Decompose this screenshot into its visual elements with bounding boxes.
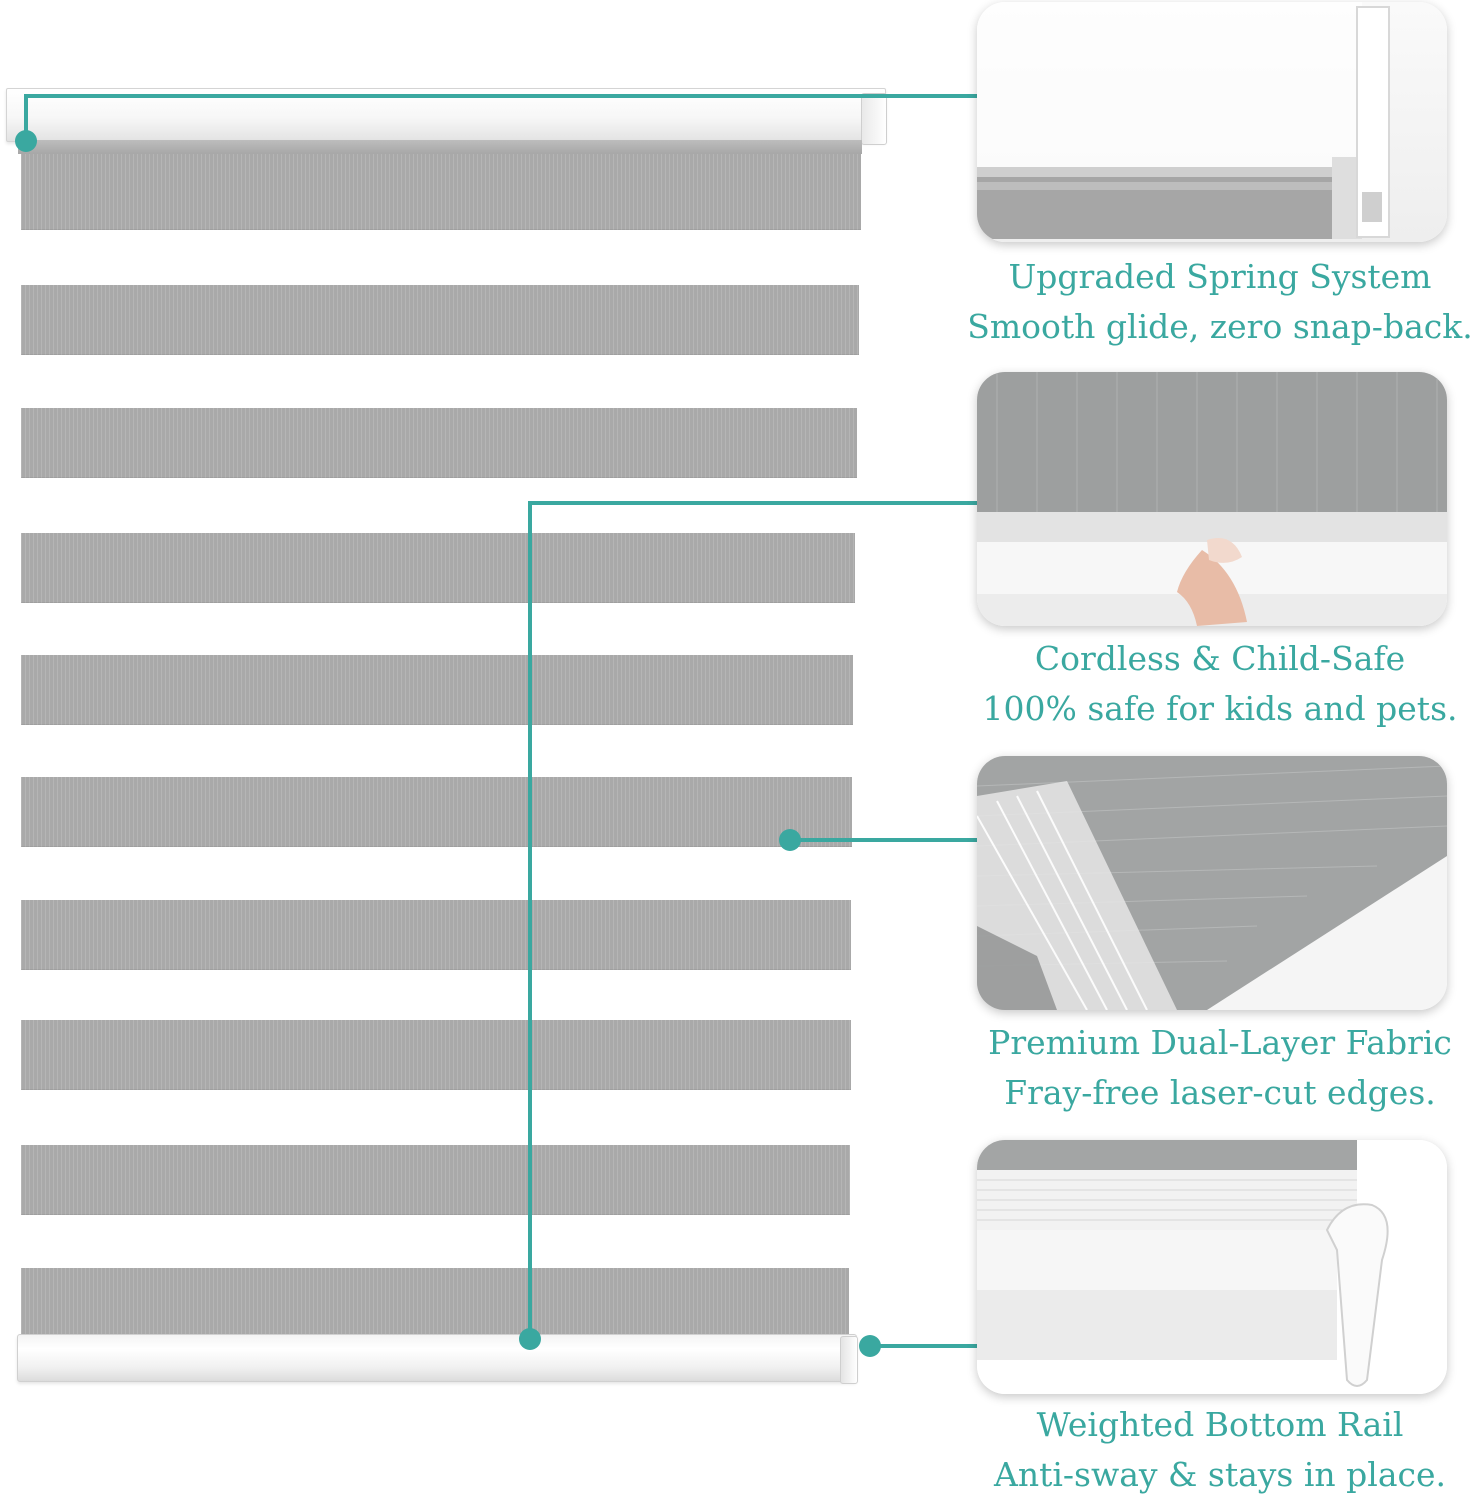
- callout-line-spring-system: [26, 96, 979, 141]
- callout-line-cordless: [530, 503, 979, 1339]
- feature-subtitle: 100% safe for kids and pets.: [982, 689, 1458, 728]
- fabric-closeup-image: [977, 756, 1447, 1010]
- feature-card-fabric: [977, 756, 1447, 1010]
- callout-dot-spring-system: [15, 130, 37, 152]
- feature-caption-bottom-rail: [960, 1400, 1479, 1500]
- bottom-rail-closeup-image: [977, 1140, 1447, 1394]
- feature-caption-spring-system: [960, 252, 1479, 352]
- callout-dot-bottom-rail: [859, 1335, 881, 1357]
- feature-subtitle: Smooth glide, zero snap-back.: [967, 307, 1473, 346]
- cordless-closeup-image: [977, 372, 1447, 626]
- callout-dot-cordless: [519, 1328, 541, 1350]
- feature-caption-fabric: [960, 1018, 1479, 1118]
- feature-subtitle: Fray-free laser-cut edges.: [1004, 1073, 1436, 1112]
- feature-caption-cordless: [960, 634, 1479, 734]
- feature-card-bottom-rail: [977, 1140, 1447, 1394]
- feature-subtitle: Anti-sway & stays in place.: [994, 1455, 1446, 1494]
- feature-card-cordless: [977, 372, 1447, 626]
- callout-dot-fabric: [779, 829, 801, 851]
- feature-title: Upgraded Spring System: [1008, 257, 1432, 296]
- headrail-closeup-image: [977, 2, 1447, 242]
- feature-card-spring-system: [977, 2, 1447, 242]
- feature-title: Cordless & Child-Safe: [1034, 639, 1406, 678]
- feature-title: Premium Dual-Layer Fabric: [988, 1023, 1452, 1062]
- feature-title: Weighted Bottom Rail: [1036, 1405, 1404, 1444]
